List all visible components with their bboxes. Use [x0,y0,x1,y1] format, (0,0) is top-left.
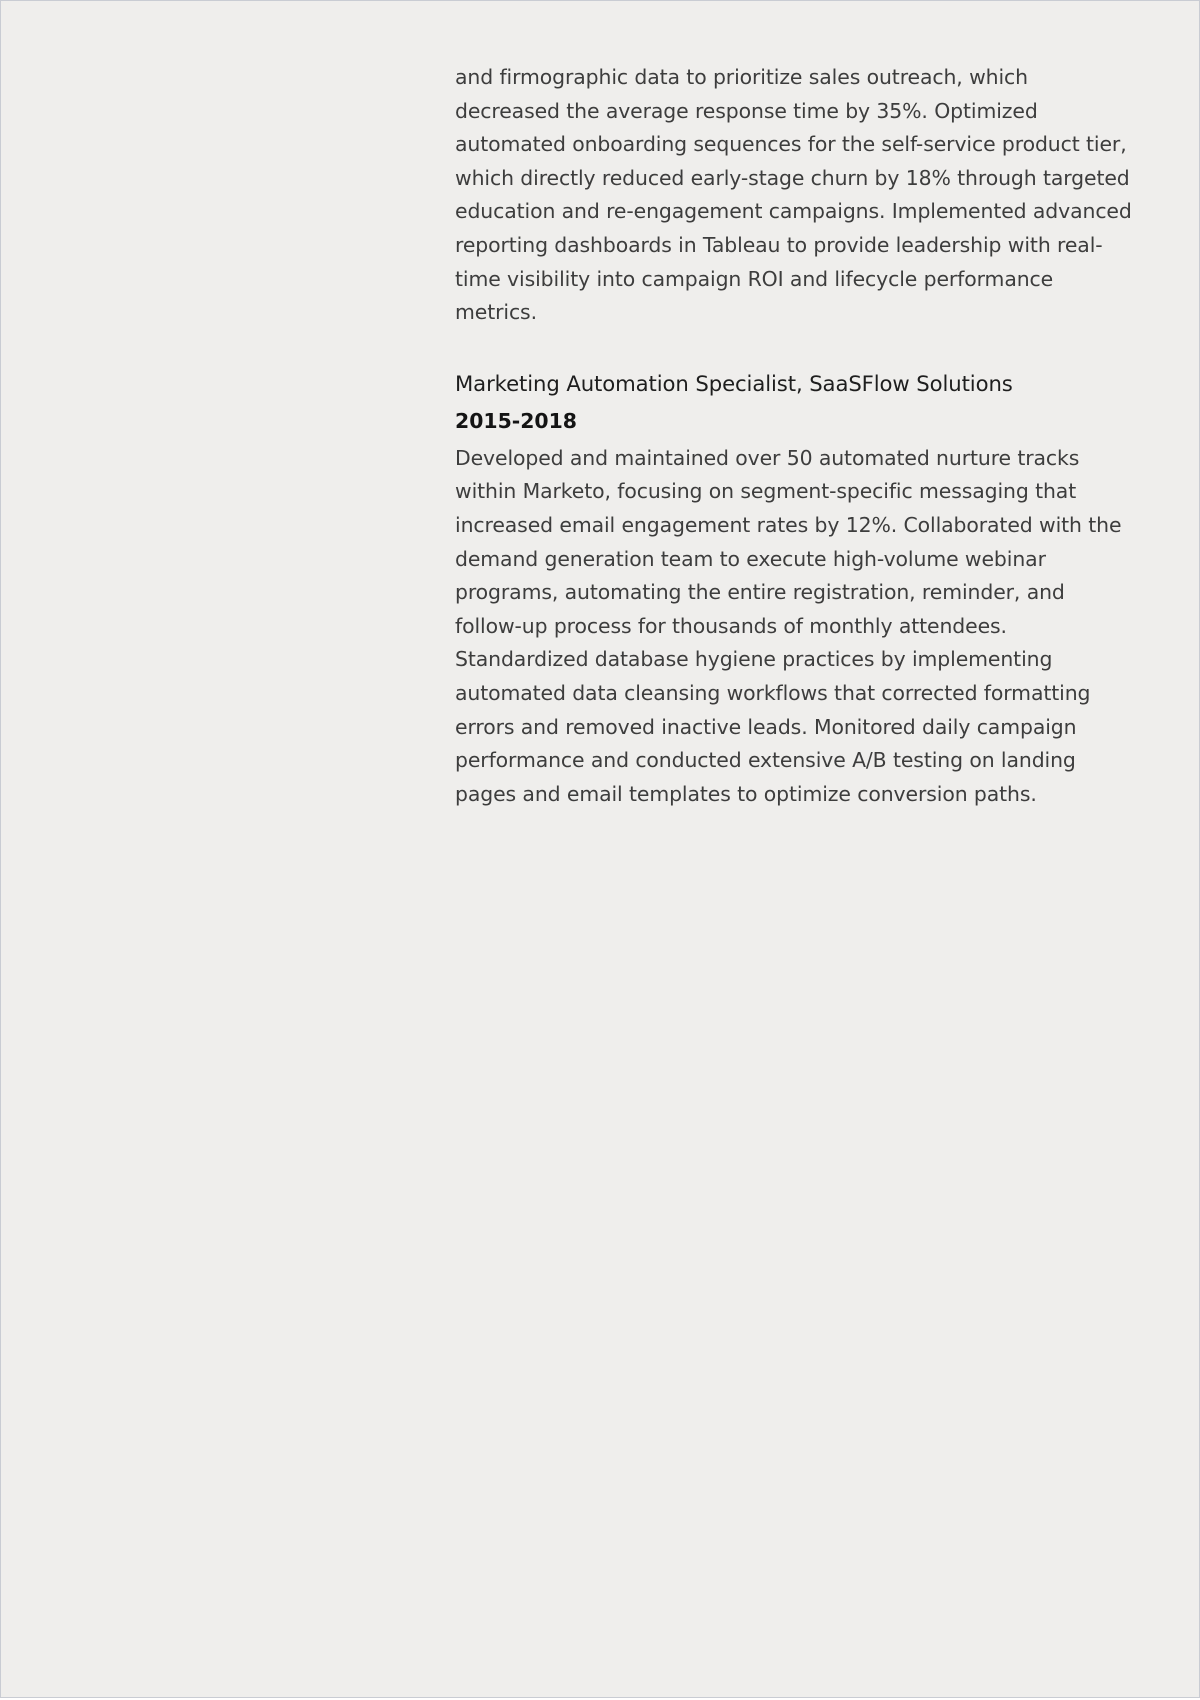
previous-job-description-continued: and firmographic data to prioritize sales outreach, which decreased the average response time by 35%. Optimized automated onboarding sequences for the self-service product tier, which directly reduced early-stage churn by 18% through targeted education and re-engagement campaigns. Implemented advanced reporting dashboards in Tableau to provide leadership with real-time visibility into campaign ROI and lifecycle performance metrics. [455,65,1132,325]
job-dates: 2015-2018 [455,408,577,433]
job-title: Marketing Automation Specialist, SaaSFlow Solutions [455,370,1013,396]
experience-entry [455,368,1135,812]
job-description: Developed and maintained over 50 automated nurture tracks within Marketo, focusing on segment-specific messaging that increased email engagement rates by 12%. Collaborated with the demand generation team to execute high-volume webinar programs, automating the entire registration, reminder, and follow-up process for thousands of monthly attendees. Standardized database hygiene practices by implementing automated data cleansing workflows that corrected formatting errors and removed inactive leads. Monitored daily campaign performance and conducted extensive A/B testing on landing pages and email templates to optimize conversion paths. [455,445,1122,806]
experience-section [455,61,1135,811]
